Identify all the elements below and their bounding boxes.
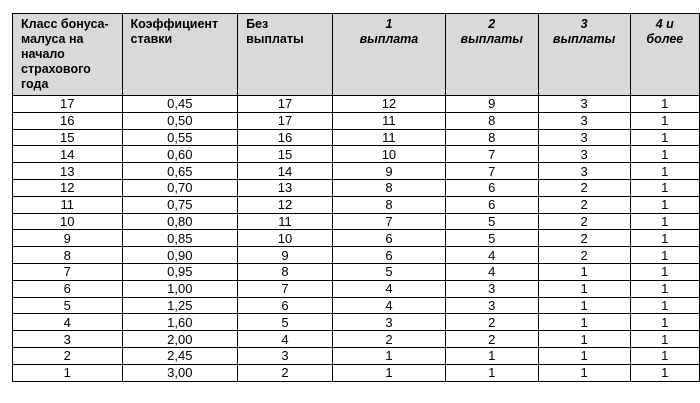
cell-no-payment: 16 <box>238 129 333 146</box>
cell-two-payments: 5 <box>445 213 538 230</box>
header-three-payments-label: выплаты <box>552 32 616 46</box>
cell-two-payments: 4 <box>445 247 538 264</box>
table-row <box>13 179 700 196</box>
cell-class: 2 <box>13 347 123 364</box>
header-class: Класс бонуса-малуса на начало страхового года <box>13 14 123 96</box>
cell-four-or-more: 1 <box>630 347 699 364</box>
header-three-payments <box>538 14 630 96</box>
cell-no-payment: 5 <box>238 314 333 331</box>
cell-three-payments: 1 <box>538 347 630 364</box>
cell-coefficient: 0,80 <box>122 213 238 230</box>
cell-class: 12 <box>13 179 123 196</box>
cell-no-payment: 6 <box>238 297 333 314</box>
cell-four-or-more: 1 <box>630 146 699 163</box>
cell-class: 9 <box>13 230 123 247</box>
table-row <box>13 297 700 314</box>
cell-coefficient: 2,45 <box>122 347 238 364</box>
cell-four-or-more: 1 <box>630 247 699 264</box>
cell-two-payments: 5 <box>445 230 538 247</box>
cell-no-payment: 10 <box>238 230 333 247</box>
cell-one-payment: 11 <box>333 112 446 129</box>
cell-class: 8 <box>13 247 123 264</box>
cell-class: 4 <box>13 314 123 331</box>
cell-two-payments: 1 <box>445 364 538 381</box>
table-row <box>13 331 700 348</box>
bonus-malus-table-container <box>12 13 700 382</box>
cell-three-payments: 1 <box>538 280 630 297</box>
cell-one-payment: 8 <box>333 179 446 196</box>
cell-two-payments: 1 <box>445 347 538 364</box>
cell-four-or-more: 1 <box>630 96 699 113</box>
header-row <box>13 14 700 96</box>
header-two-payments <box>445 14 538 96</box>
table-row <box>13 96 700 113</box>
cell-class: 5 <box>13 297 123 314</box>
table-row <box>13 129 700 146</box>
header-four-or-more-label: более <box>646 32 684 46</box>
cell-one-payment: 1 <box>333 347 446 364</box>
cell-coefficient: 0,60 <box>122 146 238 163</box>
table-row <box>13 213 700 230</box>
cell-coefficient: 0,85 <box>122 230 238 247</box>
cell-no-payment: 8 <box>238 263 333 280</box>
cell-coefficient: 0,75 <box>122 196 238 213</box>
cell-one-payment: 10 <box>333 146 446 163</box>
cell-no-payment: 17 <box>238 96 333 113</box>
cell-no-payment: 14 <box>238 163 333 180</box>
cell-two-payments: 6 <box>445 179 538 196</box>
cell-two-payments: 4 <box>445 263 538 280</box>
header-no-payment: Без выплаты <box>238 14 333 96</box>
cell-coefficient: 0,50 <box>122 112 238 129</box>
cell-one-payment: 4 <box>333 280 446 297</box>
cell-one-payment: 6 <box>333 247 446 264</box>
table-row <box>13 247 700 264</box>
table-row <box>13 263 700 280</box>
cell-no-payment: 15 <box>238 146 333 163</box>
cell-coefficient: 0,55 <box>122 129 238 146</box>
cell-no-payment: 7 <box>238 280 333 297</box>
cell-no-payment: 17 <box>238 112 333 129</box>
cell-four-or-more: 1 <box>630 179 699 196</box>
header-three-payments-number: 3 <box>580 17 588 31</box>
cell-one-payment: 5 <box>333 263 446 280</box>
cell-four-or-more: 1 <box>630 213 699 230</box>
cell-coefficient: 0,65 <box>122 163 238 180</box>
cell-class: 3 <box>13 331 123 348</box>
cell-coefficient: 2,00 <box>122 331 238 348</box>
cell-two-payments: 7 <box>445 146 538 163</box>
cell-class: 15 <box>13 129 123 146</box>
cell-no-payment: 2 <box>238 364 333 381</box>
cell-three-payments: 1 <box>538 314 630 331</box>
cell-four-or-more: 1 <box>630 112 699 129</box>
cell-two-payments: 7 <box>445 163 538 180</box>
cell-one-payment: 9 <box>333 163 446 180</box>
cell-class: 11 <box>13 196 123 213</box>
cell-three-payments: 1 <box>538 364 630 381</box>
cell-class: 6 <box>13 280 123 297</box>
cell-coefficient: 3,00 <box>122 364 238 381</box>
table-row <box>13 196 700 213</box>
cell-coefficient: 1,60 <box>122 314 238 331</box>
cell-two-payments: 9 <box>445 96 538 113</box>
cell-one-payment: 1 <box>333 364 446 381</box>
cell-three-payments: 3 <box>538 163 630 180</box>
table-row <box>13 314 700 331</box>
header-coefficient: Коэффициент ставки <box>122 14 238 96</box>
cell-four-or-more: 1 <box>630 263 699 280</box>
table-row <box>13 163 700 180</box>
cell-three-payments: 2 <box>538 179 630 196</box>
cell-three-payments: 1 <box>538 297 630 314</box>
cell-three-payments: 1 <box>538 331 630 348</box>
table-row <box>13 364 700 381</box>
header-one-payment-number: 1 <box>385 17 393 31</box>
header-two-payments-number: 2 <box>488 17 496 31</box>
cell-class: 14 <box>13 146 123 163</box>
cell-two-payments: 6 <box>445 196 538 213</box>
cell-one-payment: 2 <box>333 331 446 348</box>
cell-coefficient: 0,95 <box>122 263 238 280</box>
cell-two-payments: 3 <box>445 297 538 314</box>
cell-class: 10 <box>13 213 123 230</box>
cell-class: 1 <box>13 364 123 381</box>
cell-no-payment: 4 <box>238 331 333 348</box>
header-four-or-more-number: 4 и <box>655 17 674 31</box>
cell-four-or-more: 1 <box>630 280 699 297</box>
cell-class: 16 <box>13 112 123 129</box>
cell-class: 7 <box>13 263 123 280</box>
cell-three-payments: 2 <box>538 196 630 213</box>
cell-four-or-more: 1 <box>630 196 699 213</box>
table-row <box>13 230 700 247</box>
cell-coefficient: 1,00 <box>122 280 238 297</box>
cell-no-payment: 9 <box>238 247 333 264</box>
cell-coefficient: 1,25 <box>122 297 238 314</box>
bonus-malus-table <box>12 13 700 382</box>
cell-one-payment: 12 <box>333 96 446 113</box>
cell-three-payments: 3 <box>538 146 630 163</box>
cell-one-payment: 7 <box>333 213 446 230</box>
cell-one-payment: 3 <box>333 314 446 331</box>
header-one-payment-label: выплата <box>359 32 419 46</box>
cell-one-payment: 6 <box>333 230 446 247</box>
cell-no-payment: 3 <box>238 347 333 364</box>
cell-two-payments: 8 <box>445 129 538 146</box>
cell-three-payments: 2 <box>538 213 630 230</box>
cell-four-or-more: 1 <box>630 314 699 331</box>
cell-three-payments: 1 <box>538 263 630 280</box>
table-row <box>13 146 700 163</box>
cell-four-or-more: 1 <box>630 331 699 348</box>
cell-no-payment: 11 <box>238 213 333 230</box>
cell-three-payments: 3 <box>538 112 630 129</box>
cell-four-or-more: 1 <box>630 297 699 314</box>
cell-two-payments: 2 <box>445 314 538 331</box>
cell-four-or-more: 1 <box>630 163 699 180</box>
cell-two-payments: 3 <box>445 280 538 297</box>
cell-three-payments: 3 <box>538 96 630 113</box>
table-body <box>13 96 700 382</box>
table-row <box>13 347 700 364</box>
cell-four-or-more: 1 <box>630 230 699 247</box>
cell-two-payments: 2 <box>445 331 538 348</box>
cell-three-payments: 3 <box>538 129 630 146</box>
cell-no-payment: 13 <box>238 179 333 196</box>
header-one-payment <box>333 14 446 96</box>
cell-no-payment: 12 <box>238 196 333 213</box>
cell-one-payment: 11 <box>333 129 446 146</box>
table-row <box>13 112 700 129</box>
cell-class: 17 <box>13 96 123 113</box>
cell-one-payment: 4 <box>333 297 446 314</box>
header-two-payments-label: выплаты <box>460 32 523 46</box>
cell-three-payments: 2 <box>538 230 630 247</box>
table-row <box>13 280 700 297</box>
cell-coefficient: 0,70 <box>122 179 238 196</box>
cell-one-payment: 8 <box>333 196 446 213</box>
cell-two-payments: 8 <box>445 112 538 129</box>
cell-four-or-more: 1 <box>630 364 699 381</box>
cell-class: 13 <box>13 163 123 180</box>
cell-four-or-more: 1 <box>630 129 699 146</box>
header-four-or-more <box>630 14 699 96</box>
cell-three-payments: 2 <box>538 247 630 264</box>
cell-coefficient: 0,45 <box>122 96 238 113</box>
cell-coefficient: 0,90 <box>122 247 238 264</box>
